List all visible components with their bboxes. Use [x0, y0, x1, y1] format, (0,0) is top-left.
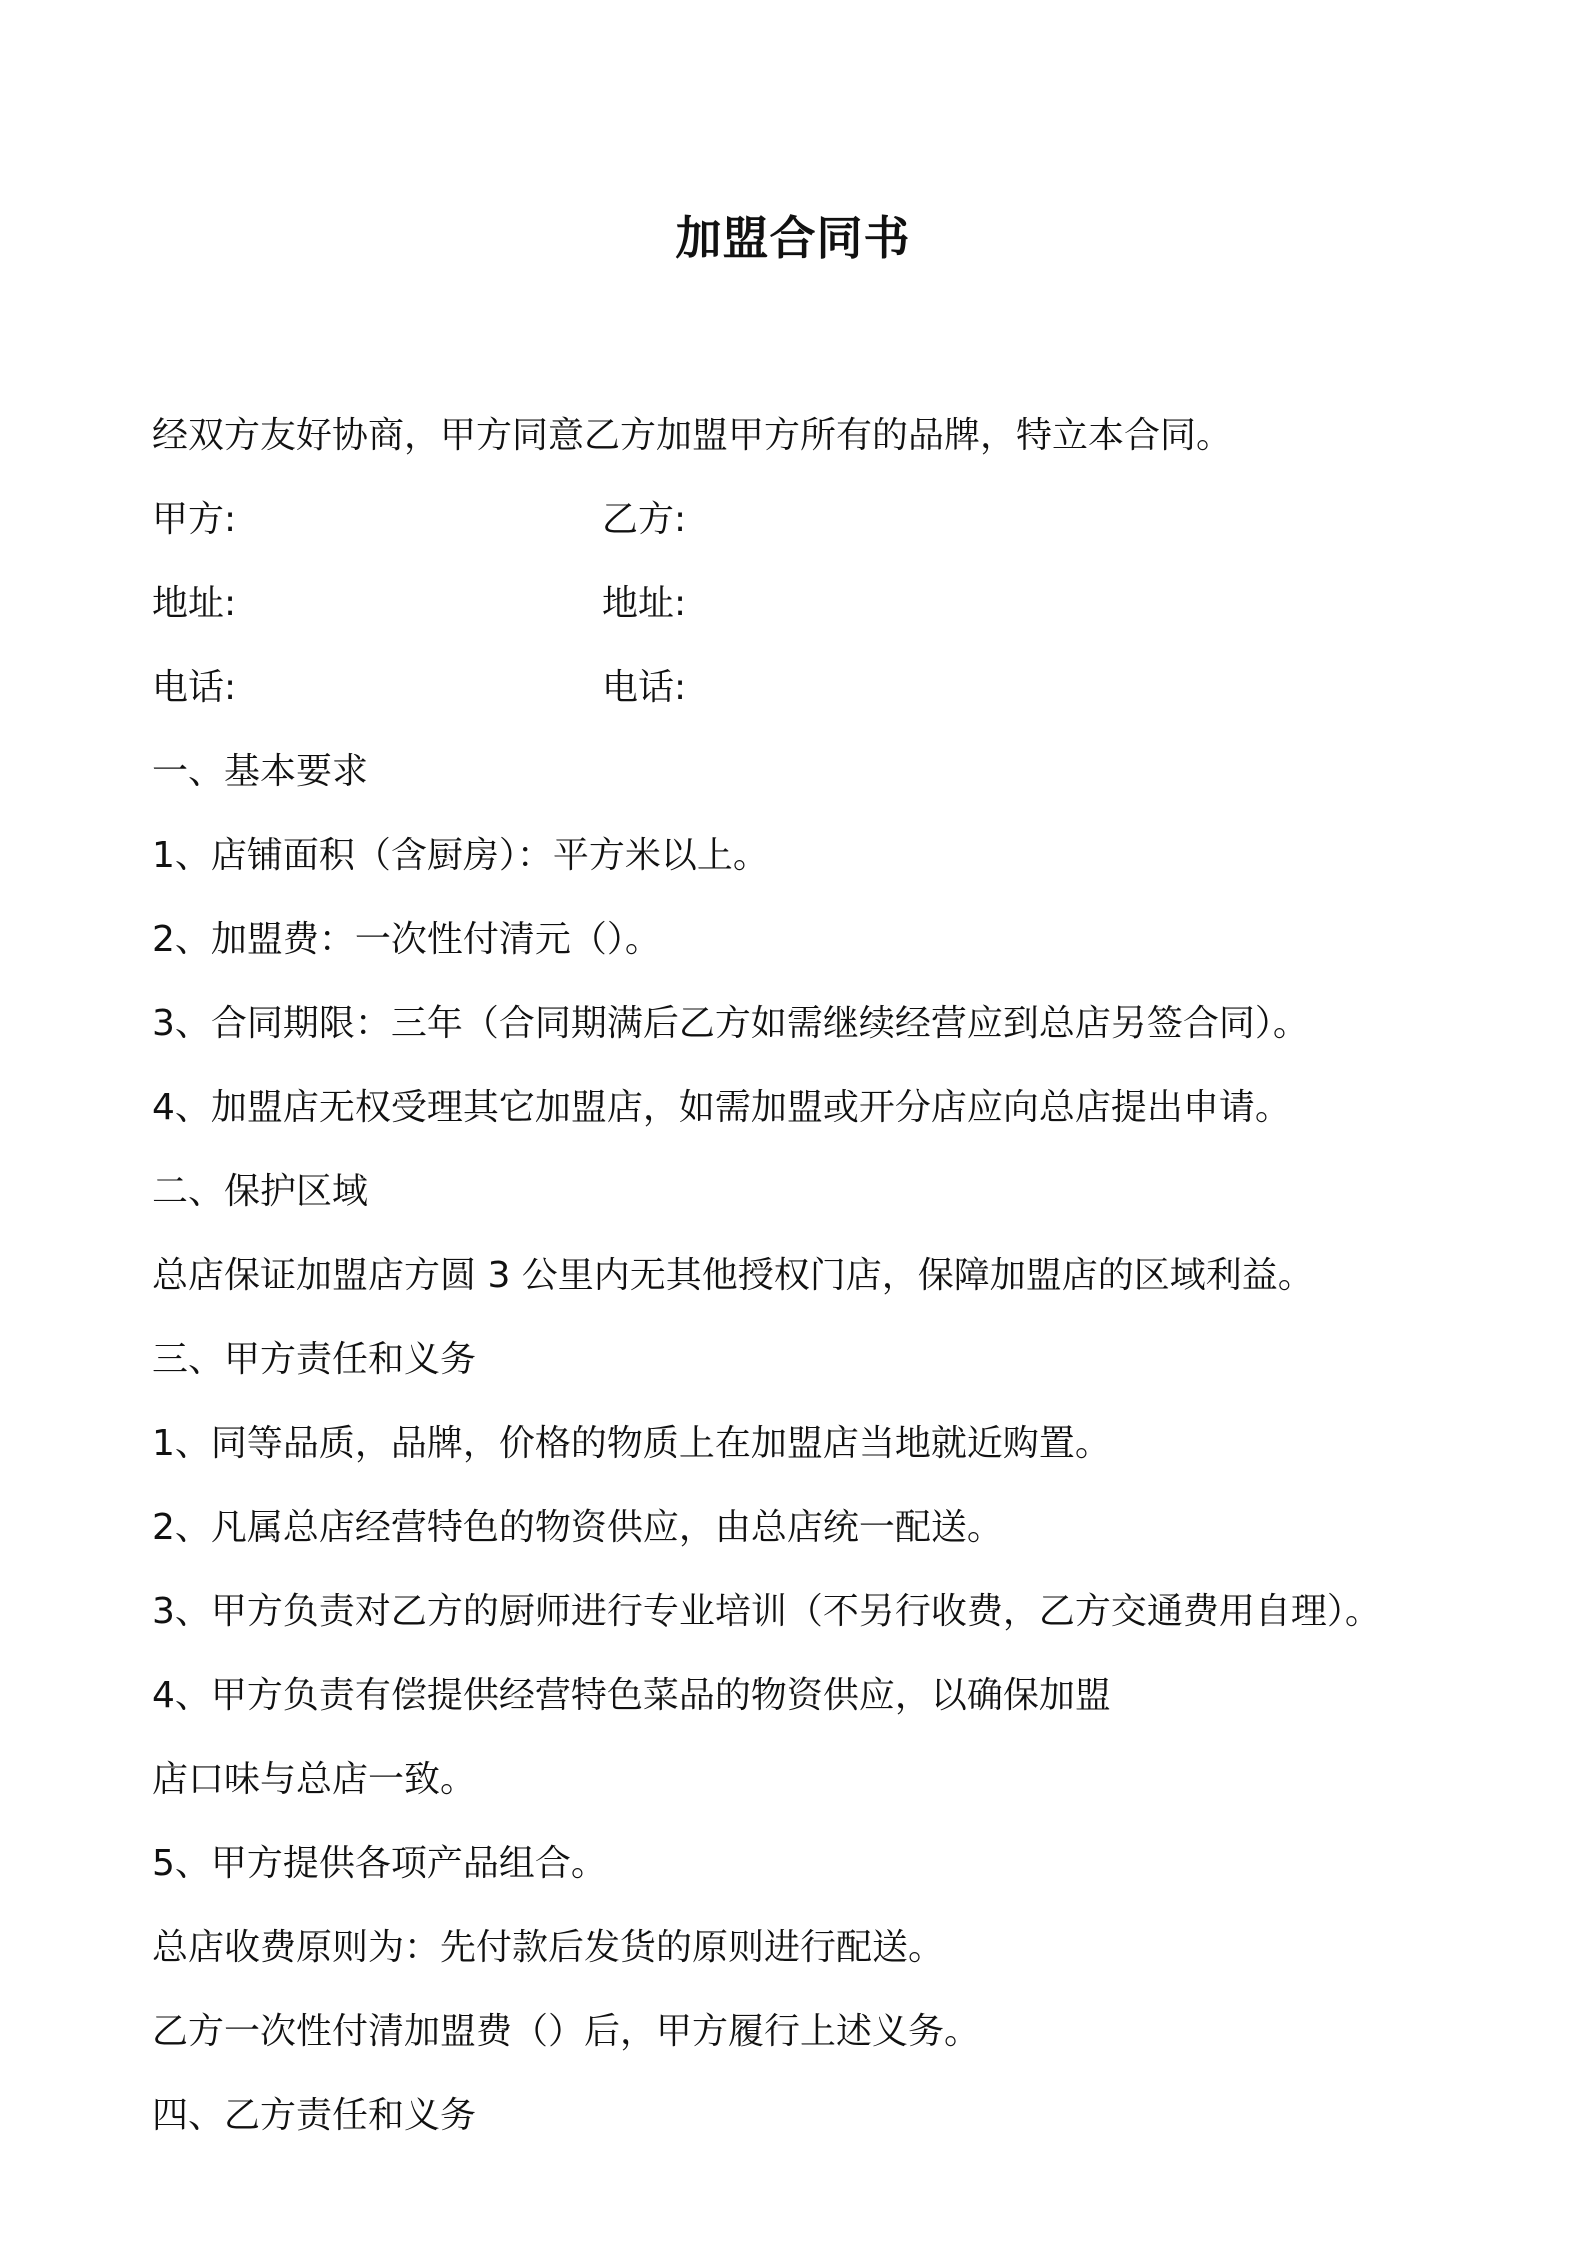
section-1-item: 1、店铺面积（含厨房）：平方米以上。	[152, 835, 769, 876]
fee-principle: 总店收费原则为：先付款后发货的原则进行配送。	[152, 1927, 945, 1968]
section-1-item: 2、加盟费：一次性付清元（）。	[152, 919, 661, 960]
section-3-item: 2、凡属总店经营特色的物资供应，由总店统一配送。	[152, 1507, 1003, 1548]
section-3-item-continuation: 店口味与总店一致。	[152, 1759, 477, 1800]
section-1-item: 3、合同期限：三年（合同期满后乙方如需继续经营应到总店另签合同）。	[152, 1003, 1309, 1044]
address-a-label: 地址:	[152, 583, 237, 624]
section-3-item: 1、同等品质，品牌，价格的物质上在加盟店当地就近购置。	[152, 1423, 1111, 1464]
page-title: 加盟合同书	[675, 211, 911, 265]
party-b-label: 乙方:	[602, 499, 687, 540]
section-2-text: 总店保证加盟店方圆 3 公里内无其他授权门店，保障加盟店的区域利益。	[152, 1255, 1314, 1296]
section-1-item: 4、加盟店无权受理其它加盟店，如需加盟或开分店应向总店提出申请。	[152, 1087, 1291, 1128]
section-2-heading: 二、保护区域	[152, 1171, 369, 1212]
intro-paragraph: 经双方友好协商，甲方同意乙方加盟甲方所有的品牌，特立本合同。	[152, 415, 1233, 456]
section-1-heading: 一、基本要求	[152, 751, 369, 792]
address-b-label: 地址:	[602, 583, 687, 624]
party-a-label: 甲方:	[152, 499, 237, 540]
section-3-heading: 三、甲方责任和义务	[152, 1339, 477, 1380]
section-4-heading: 四、乙方责任和义务	[152, 2095, 477, 2136]
section-3-item: 4、甲方负责有偿提供经营特色菜品的物资供应，以确保加盟	[152, 1675, 1111, 1716]
phone-b-label: 电话:	[602, 667, 687, 708]
section-3-item: 3、甲方负责对乙方的厨师进行专业培训（不另行收费，乙方交通费用自理）。	[152, 1591, 1381, 1632]
fee-note: 乙方一次性付清加盟费（）后，甲方履行上述义务。	[152, 2011, 981, 2052]
phone-a-label: 电话:	[152, 667, 237, 708]
section-3-item: 5、甲方提供各项产品组合。	[152, 1843, 607, 1884]
